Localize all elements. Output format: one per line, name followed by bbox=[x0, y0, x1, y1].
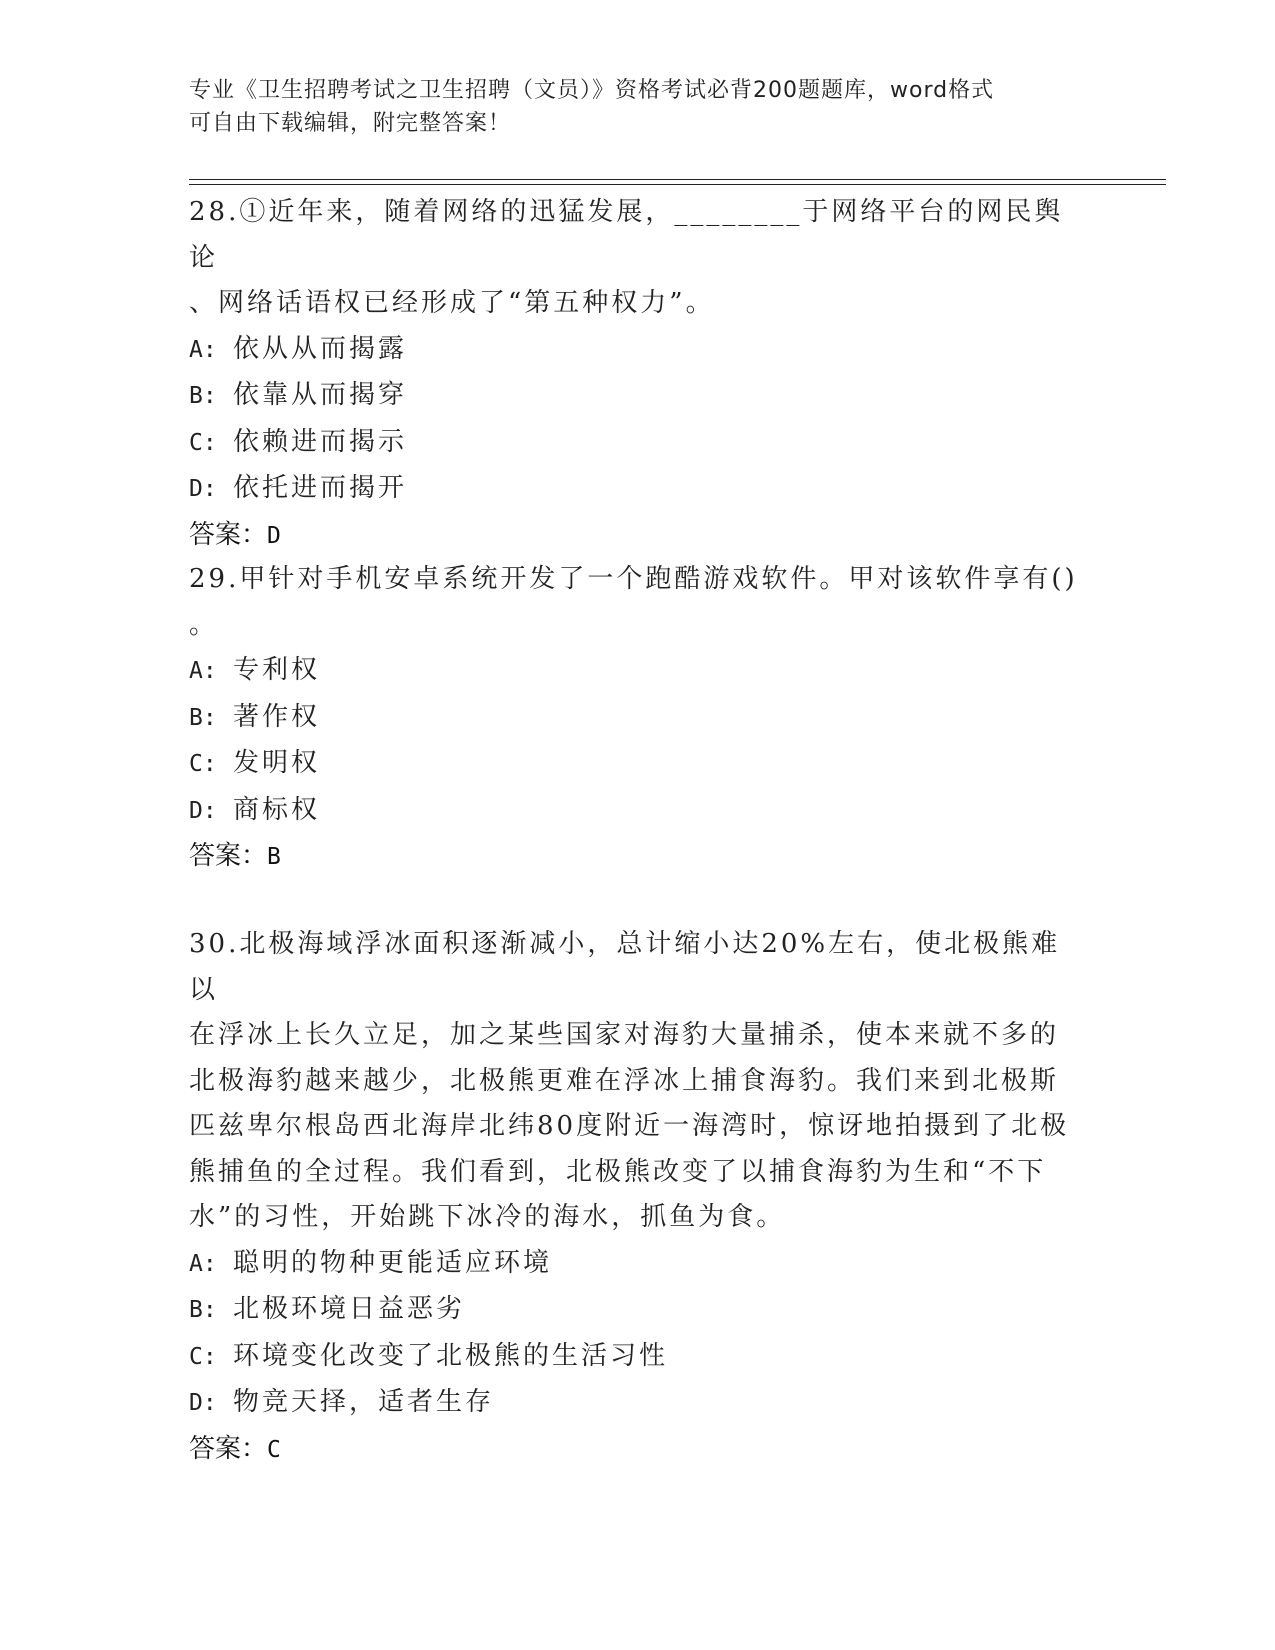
answer-label: 答案： bbox=[189, 841, 268, 871]
option-c bbox=[189, 741, 1079, 788]
option-d bbox=[189, 788, 1079, 835]
option-b bbox=[189, 373, 1079, 420]
option-d bbox=[189, 1380, 1079, 1427]
answer-line bbox=[189, 513, 1079, 560]
option-text: 依从从而揭露 bbox=[233, 333, 408, 364]
option-c bbox=[189, 420, 1079, 467]
option-b bbox=[189, 1287, 1079, 1334]
option-text: 著作权 bbox=[233, 701, 321, 732]
question-stem-line: 水”的习性，开始跳下冰冷的海水，抓鱼为食。 bbox=[189, 1202, 786, 1232]
option-text: 物竞天择，适者生存 bbox=[233, 1387, 495, 1417]
option-text: 聪明的物种更能适应环境 bbox=[233, 1247, 553, 1278]
option-letter: D: bbox=[189, 797, 217, 824]
option-letter: A: bbox=[189, 1250, 217, 1277]
option-letter: A: bbox=[189, 658, 217, 684]
option-text: 依赖进而揭示 bbox=[233, 426, 408, 457]
question-30 bbox=[189, 922, 1079, 1473]
option-c bbox=[189, 1334, 1079, 1381]
option-letter: D: bbox=[189, 476, 217, 502]
answer-line bbox=[189, 834, 1079, 881]
option-text: 依托进而揭开 bbox=[233, 473, 408, 503]
header-divider-bottom bbox=[189, 184, 1166, 185]
option-letter: C: bbox=[189, 751, 217, 777]
question-stem-line: 匹兹卑尔根岛西北海岸北纬80度附近一海湾时，惊讶地拍摄到了北极 bbox=[189, 1111, 1070, 1141]
option-b bbox=[189, 695, 1079, 742]
header-line-1: 专业《卫生招聘考试之卫生招聘（文员）》资格考试必背200题题库，word格式 bbox=[189, 78, 995, 103]
option-text: 环境变化改变了北极熊的生活习性 bbox=[233, 1340, 669, 1371]
answer-value: C bbox=[267, 1436, 281, 1463]
option-letter: B: bbox=[189, 1297, 217, 1323]
answer-value: B bbox=[267, 844, 281, 870]
document-header bbox=[189, 74, 1089, 140]
answer-label: 答案： bbox=[189, 1433, 268, 1464]
option-letter: B: bbox=[189, 704, 217, 731]
question-stem-line: 北极海豹越来越少，北极熊更难在浮冰上捕食海豹。我们来到北极斯 bbox=[189, 1065, 1060, 1096]
question-29 bbox=[189, 557, 1079, 881]
answer-value: D bbox=[267, 522, 281, 549]
option-letter: C: bbox=[189, 429, 217, 456]
question-stem-line: 30.北极海域浮冰面积逐渐减小，总计缩小达20%左右，使北极熊难以 bbox=[189, 929, 1061, 1005]
header-line-2: 可自由下载编辑，附完整答案！ bbox=[189, 111, 512, 136]
option-text: 发明权 bbox=[233, 748, 321, 778]
option-d bbox=[189, 466, 1079, 513]
question-stem-line: 。 bbox=[189, 609, 219, 640]
option-text: 北极环境日益恶劣 bbox=[233, 1294, 466, 1324]
question-stem-line: 29.甲针对手机安卓系统开发了一个跑酷游戏软件。甲对该软件享有() bbox=[189, 564, 1078, 594]
answer-line bbox=[189, 1427, 1079, 1474]
option-text: 商标权 bbox=[233, 794, 321, 825]
answer-label: 答案： bbox=[189, 519, 268, 550]
question-stem-line: 熊捕鱼的全过程。我们看到，北极熊改变了以捕食海豹为生和“不下 bbox=[189, 1156, 1047, 1187]
question-stem-line: 、网络话语权已经形成了“第五种权力”。 bbox=[189, 288, 715, 318]
header-divider-top bbox=[189, 179, 1166, 180]
option-text: 依靠从而揭穿 bbox=[233, 380, 408, 410]
option-a bbox=[189, 1241, 1079, 1288]
option-a bbox=[189, 648, 1079, 695]
option-letter: D: bbox=[189, 1390, 217, 1416]
option-text: 专利权 bbox=[233, 655, 321, 685]
option-a bbox=[189, 327, 1079, 374]
option-letter: A: bbox=[189, 336, 217, 363]
option-letter: C: bbox=[189, 1343, 217, 1370]
option-letter: B: bbox=[189, 383, 217, 409]
question-stem-line: 在浮冰上长久立足，加之某些国家对海豹大量捕杀，使本来就不多的 bbox=[189, 1020, 1060, 1050]
question-stem-line: 28.①近年来，随着网络的迅猛发展，________于网络平台的网民舆论 bbox=[189, 197, 1064, 273]
question-28 bbox=[189, 190, 1079, 559]
